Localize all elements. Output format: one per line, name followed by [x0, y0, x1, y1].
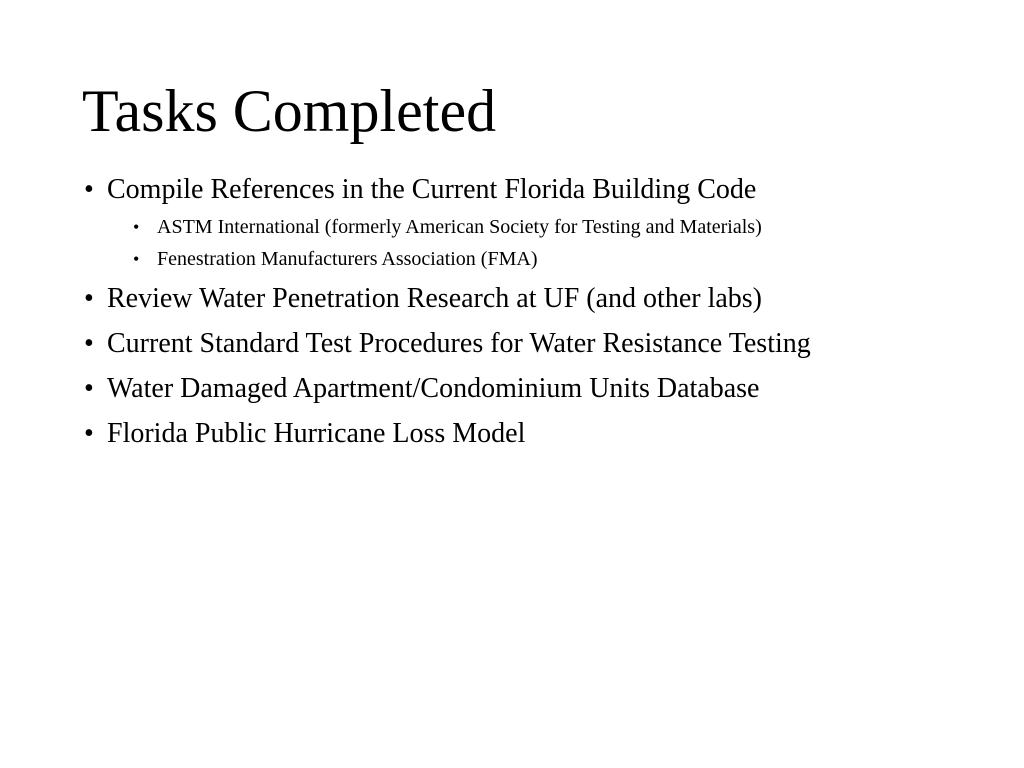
- bullet-list: [82, 172, 982, 461]
- sub-bullet-item: • ASTM International (formerly American Society for Testing and Materials): [133, 214, 982, 240]
- bullet-text: Compile References in the Current Florida Building Code: [107, 174, 757, 205]
- slide-title: Tasks Completed: [82, 78, 497, 144]
- bullet-item: [82, 416, 982, 452]
- sub-bullet-list: [133, 214, 982, 272]
- sub-bullet-item: • Fenestration Manufacturers Association (FMA): [133, 246, 982, 272]
- bullet-item: [82, 281, 982, 317]
- bullet-text: Review Water Penetration Research at UF (and other labs): [107, 283, 763, 314]
- bullet-text: Water Damaged Apartment/Condominium Units Database: [107, 373, 760, 404]
- bullet-item: [82, 326, 982, 362]
- bullet-item: [82, 172, 982, 272]
- bullet-item: [82, 371, 982, 407]
- bullet-text: Current Standard Test Procedures for Water Resistance Testing: [107, 328, 811, 359]
- bullet-text: Florida Public Hurricane Loss Model: [107, 418, 526, 449]
